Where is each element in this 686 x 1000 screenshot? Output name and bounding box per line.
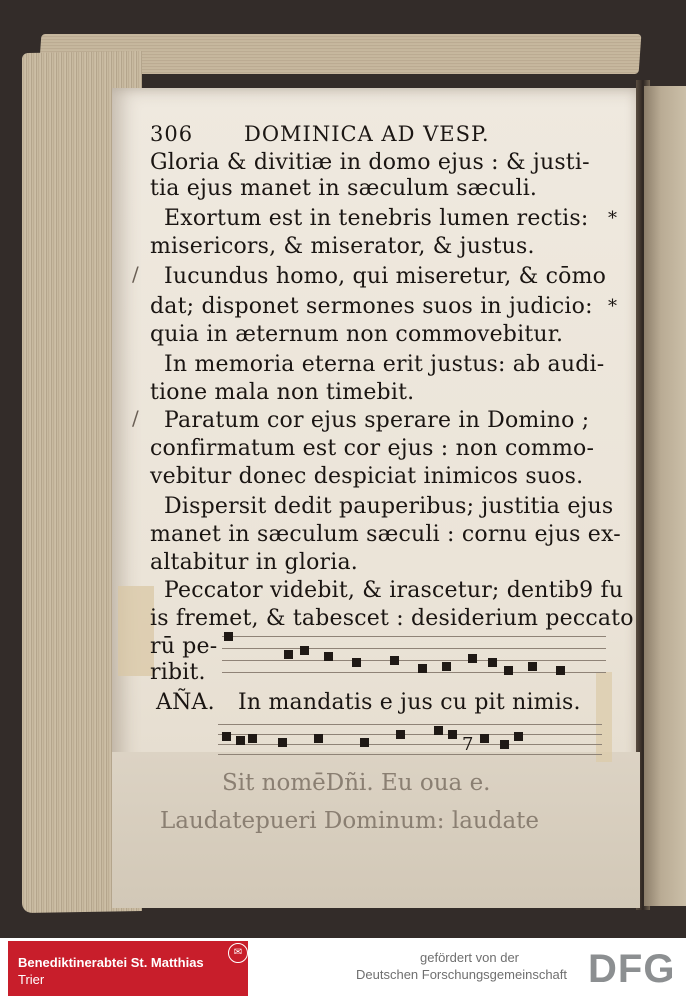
chant-note [224, 632, 233, 641]
text-line: ribit. [150, 660, 206, 685]
chant-note [314, 734, 323, 743]
chant-note [352, 658, 361, 667]
chant-note [278, 738, 287, 747]
chant-note [222, 732, 231, 741]
chant-note [284, 650, 293, 659]
chant-note [480, 734, 489, 743]
staff-mark: 7 [462, 734, 474, 755]
antiphon-text: In mandatis e jus cu pit nimis. [238, 690, 581, 715]
margin-mark: / [132, 406, 139, 430]
funding-text: Deutschen Forschungsgemeinschaft [356, 967, 568, 982]
text-line: dat; disponet sermones suos in judicio: [150, 294, 593, 319]
institution-city: Trier [18, 972, 45, 987]
chant-note [434, 726, 443, 735]
text-line: vebitur donec despiciat inimicos suos. [150, 464, 584, 489]
chant-note [448, 730, 457, 739]
chant-note [556, 666, 565, 675]
text-line: Iucundus homo, qui miseretur, & cōmo [164, 264, 607, 289]
text-line: Peccator videbit, & irascetur; dentib9 fu [164, 578, 624, 603]
chant-note [442, 662, 451, 671]
chant-note [300, 646, 309, 655]
text-line: tione mala non timebit. [150, 380, 415, 405]
music-staff [218, 724, 602, 770]
chant-note [324, 652, 333, 661]
chant-note [488, 658, 497, 667]
chant-note [248, 734, 257, 743]
bleed-through-text: Laudatepueri Dominum: laudate [160, 808, 540, 834]
chant-note [468, 654, 477, 663]
text-line: Paratum cor ejus sperare in Domino ; [164, 408, 590, 433]
text-line: quia in æternum non commovebitur. [150, 322, 564, 347]
text-line: Dispersit dedit pauperibus; justitia ejus [164, 494, 614, 519]
paper-stain [118, 586, 154, 676]
dfg-logo[interactable]: DFG [588, 947, 676, 991]
text-line: In memoria eterna erit justus: ab audi- [164, 352, 605, 377]
bleed-through-text: Sit nomēDñi. Eu oua e. [222, 770, 491, 796]
chant-note [360, 738, 369, 747]
chant-note [396, 730, 405, 739]
running-title: DOMINICA AD VESP. [244, 122, 490, 146]
text-line: confirmatum est cor ejus : non commo- [150, 436, 595, 461]
institution-name: Benediktinerabtei St. Matthias [18, 955, 204, 970]
asterisk-mark: * [608, 208, 617, 229]
text-line: rū pe- [150, 634, 218, 659]
chant-note [500, 740, 509, 749]
mail-icon[interactable]: ✉ [228, 943, 248, 963]
music-staff [222, 636, 606, 682]
asterisk-mark: * [608, 296, 617, 317]
right-page-sliver [644, 86, 686, 906]
chant-note [514, 732, 523, 741]
text-line: altabitur in gloria. [150, 550, 358, 575]
margin-mark: / [132, 262, 139, 286]
text-line: Gloria & divitiæ in domo ejus : & justi- [150, 150, 590, 175]
funding-text: gefördert von der [420, 950, 520, 965]
institution-badge[interactable] [8, 941, 248, 996]
chant-note [418, 664, 427, 673]
text-line: tia ejus manet in sæculum sæculi. [150, 176, 538, 201]
text-line: misericors, & miserator, & justus. [150, 234, 535, 259]
text-line: is fremet, & tabescet : desiderium peccato [150, 606, 634, 631]
chant-note [504, 666, 513, 675]
text-line: manet in sæculum sæculi : cornu ejus ex- [150, 522, 621, 547]
chant-note [390, 656, 399, 665]
antiphon-label: AÑA. [156, 690, 215, 715]
chant-note [236, 736, 245, 745]
page-number: 306 [150, 122, 194, 146]
chant-note [528, 662, 537, 671]
text-line: Exortum est in tenebris lumen rectis: [164, 206, 589, 231]
